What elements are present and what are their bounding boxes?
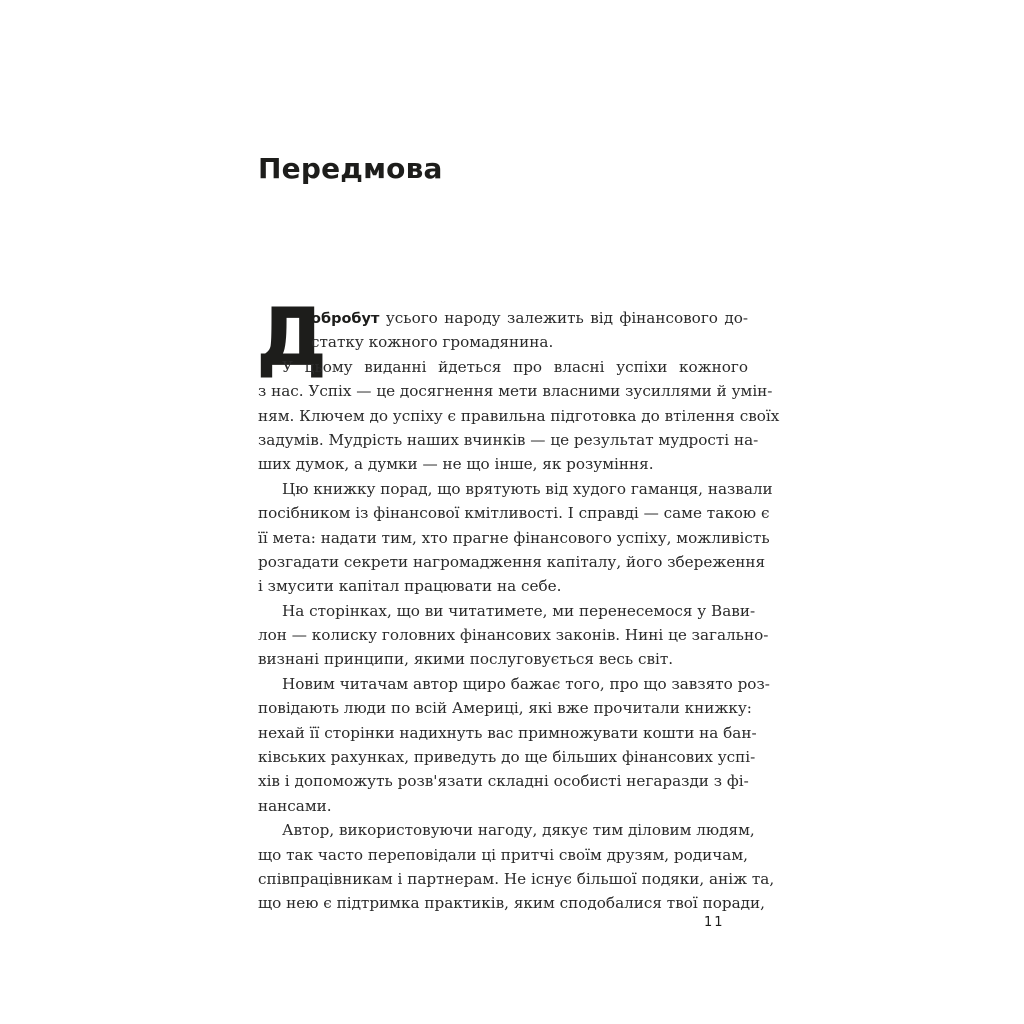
text-line: ківських рахунках, приведуть до ще більших фінансових успі- [258, 748, 756, 767]
text-line: співпрацівникам і партнерам. Не існує більшої подяки, аніж та, [258, 869, 775, 888]
page-title: Передмова [258, 152, 443, 185]
text-line: її мета: надати тим, хто прагне фінансового успіху, можливість [258, 528, 770, 547]
text-line: Новим читачам автор щиро бажає того, про що завзято роз- [282, 674, 770, 693]
text-line: задумів. Мудрість наших вчинків — це результат мудрості на- [258, 430, 759, 449]
text-line: лон — колиску головних фінансових законів. Нині це загально- [258, 626, 769, 645]
body-text [258, 306, 780, 916]
text-line: посібником із фінансової кмітливості. І справді — саме такою є [258, 504, 770, 523]
text-line: нехай її сторінки надихнуть вас примножувати кошти на бан- [258, 723, 757, 742]
lead-word: обробут [311, 311, 380, 327]
text-line: обробут усього народу залежить від фінансового до- [311, 309, 748, 327]
text-line: хів і допоможуть розв'язати складні особисті негаразди з фі- [258, 772, 749, 791]
text-line: розгадати секрети нагромадження капіталу, його збереження [258, 552, 766, 571]
text-line: У цьому виданні йдеться про власні успіхи кожного [282, 357, 748, 376]
text-line: повідають люди по всій Америці, які вже прочитали книжку: [258, 699, 752, 718]
drop-cap: Д [256, 291, 328, 384]
page-number: 11 [704, 915, 725, 930]
text-line: з нас. Успіх — це досягнення мети власними зусиллями й умін- [258, 382, 773, 401]
text-line: ням. Ключем до успіху є правильна підготовка до втілення своїх [258, 406, 780, 425]
text-line: статку кожного громадянина. [311, 333, 554, 352]
text-line: На сторінках, що ви читатимете, ми перенесемося у Вави- [282, 601, 756, 620]
text-line: Автор, використовуючи нагоду, дякує тим діловим людям, [282, 821, 755, 840]
text-line: і змусити капітал працювати на себе. [258, 577, 562, 596]
text-line: що так часто переповідали ці притчі своїм друзям, родичам, [258, 845, 749, 864]
text-line: ших думок, а думки — не що інше, як розуміння. [258, 455, 654, 474]
text-line: визнані принципи, якими послуговується весь світ. [258, 650, 674, 669]
text-line: Цю книжку порад, що врятують від худого гаманця, назвали [282, 479, 773, 498]
text-line: нансами. [258, 796, 332, 815]
text-line: що нею є підтримка практиків, яким сподобалися твої поради, [258, 894, 765, 913]
